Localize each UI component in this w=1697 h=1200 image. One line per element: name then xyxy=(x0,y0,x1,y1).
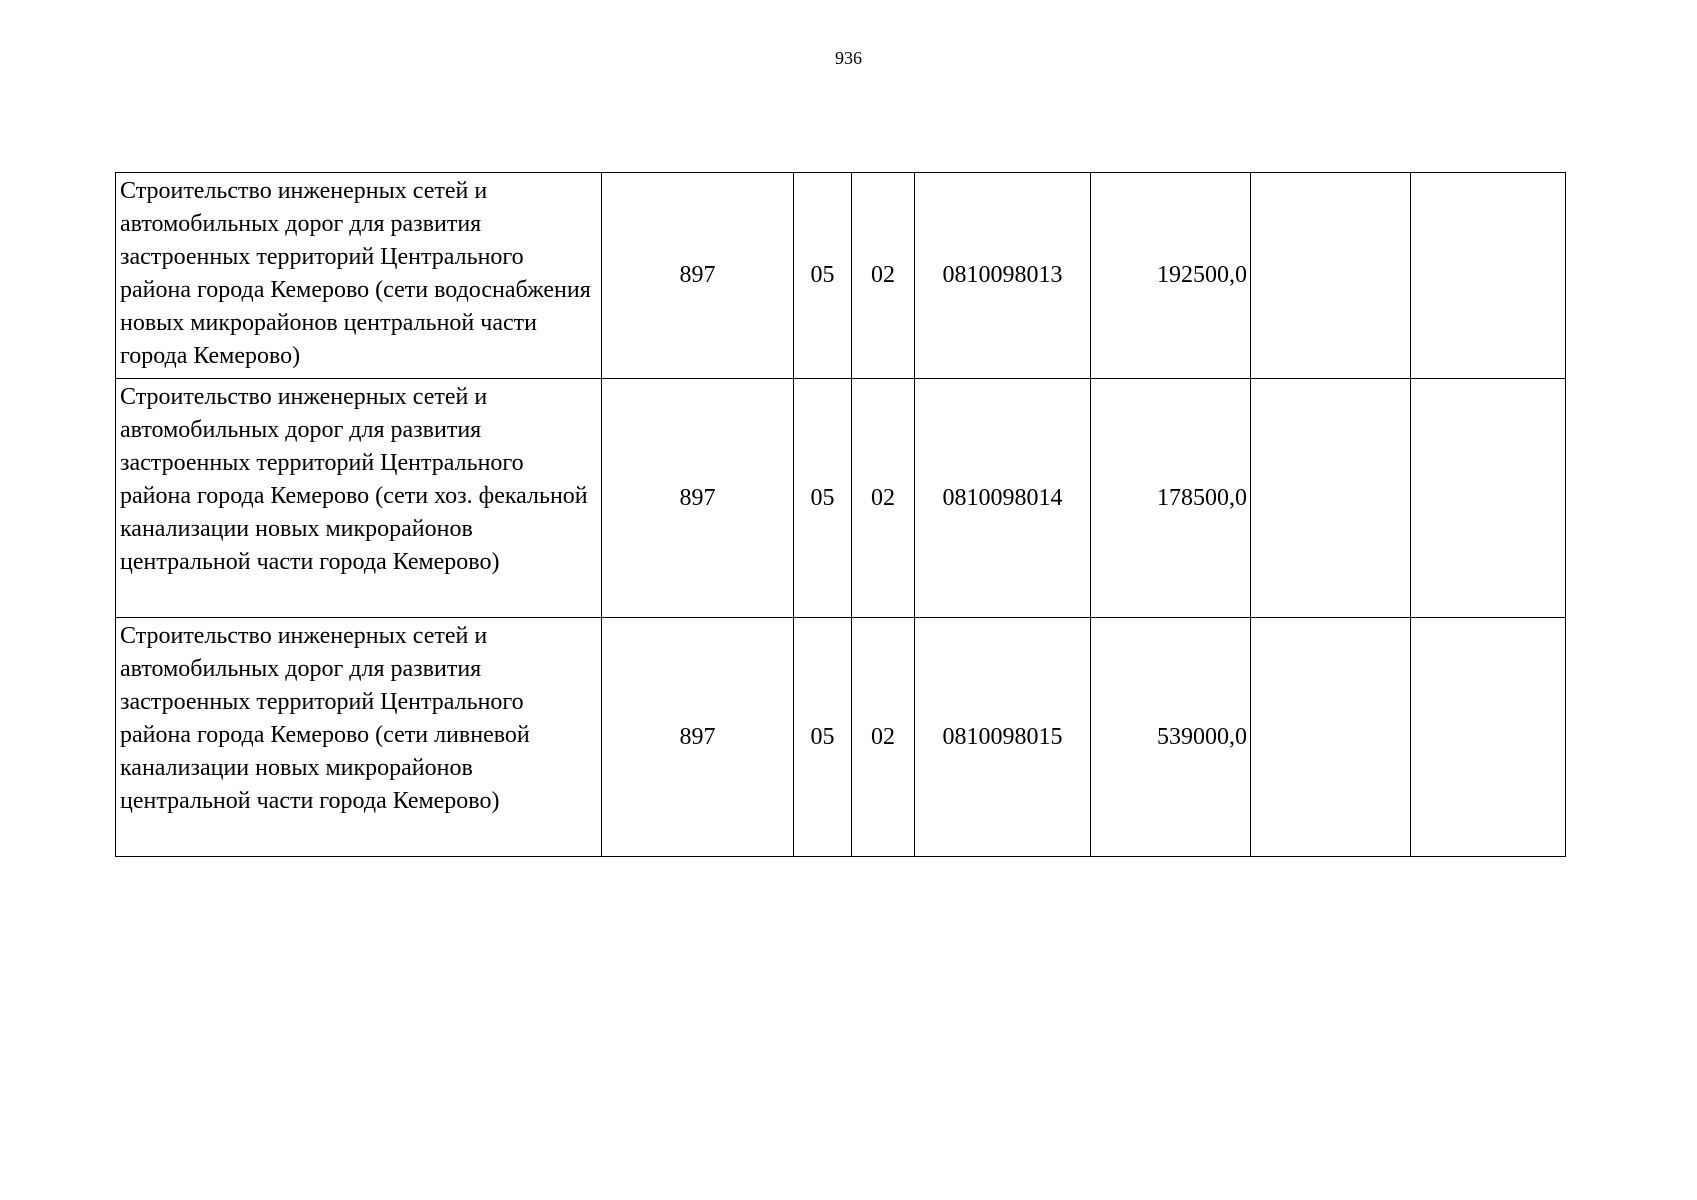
table-row xyxy=(116,618,1566,857)
subsection-code-cell: 02 xyxy=(852,618,915,857)
empty-cell xyxy=(1251,379,1411,618)
subsection-code-cell: 02 xyxy=(852,379,915,618)
ministry-code-cell: 897 xyxy=(602,618,794,857)
empty-cell xyxy=(1251,173,1411,379)
page-number: 936 xyxy=(835,48,862,68)
ministry-code-cell: 897 xyxy=(602,173,794,379)
budget-table xyxy=(115,172,1566,857)
table-row xyxy=(116,379,1566,618)
item-name-cell: Строительство инженерных сетей и автомобильных дорог для развития застроенных территорий Центрального района города Кемерово (сети хоз. фекальной канализации новых микрорайонов центральной части города Кемерово) xyxy=(116,379,602,618)
empty-cell xyxy=(1411,173,1566,379)
amount-cell: 192500,0 xyxy=(1091,173,1251,379)
target-article-cell: 0810098013 xyxy=(915,173,1091,379)
empty-cell xyxy=(1251,618,1411,857)
table-row xyxy=(116,173,1566,379)
section-code-cell: 05 xyxy=(794,379,852,618)
item-name-cell: Строительство инженерных сетей и автомобильных дорог для развития застроенных территорий Центрального района города Кемерово (сети ливневой канализации новых микрорайонов центральной части города Кемерово) xyxy=(116,618,602,857)
ministry-code-cell: 897 xyxy=(602,379,794,618)
empty-cell xyxy=(1411,618,1566,857)
amount-cell: 539000,0 xyxy=(1091,618,1251,857)
amount-cell: 178500,0 xyxy=(1091,379,1251,618)
section-code-cell: 05 xyxy=(794,173,852,379)
target-article-cell: 0810098014 xyxy=(915,379,1091,618)
subsection-code-cell: 02 xyxy=(852,173,915,379)
section-code-cell: 05 xyxy=(794,618,852,857)
target-article-cell: 0810098015 xyxy=(915,618,1091,857)
empty-cell xyxy=(1411,379,1566,618)
item-name-cell: Строительство инженерных сетей и автомобильных дорог для развития застроенных территорий Центрального района города Кемерово (сети водоснабжения новых микрорайонов центральной части города Кемерово) xyxy=(116,173,602,379)
